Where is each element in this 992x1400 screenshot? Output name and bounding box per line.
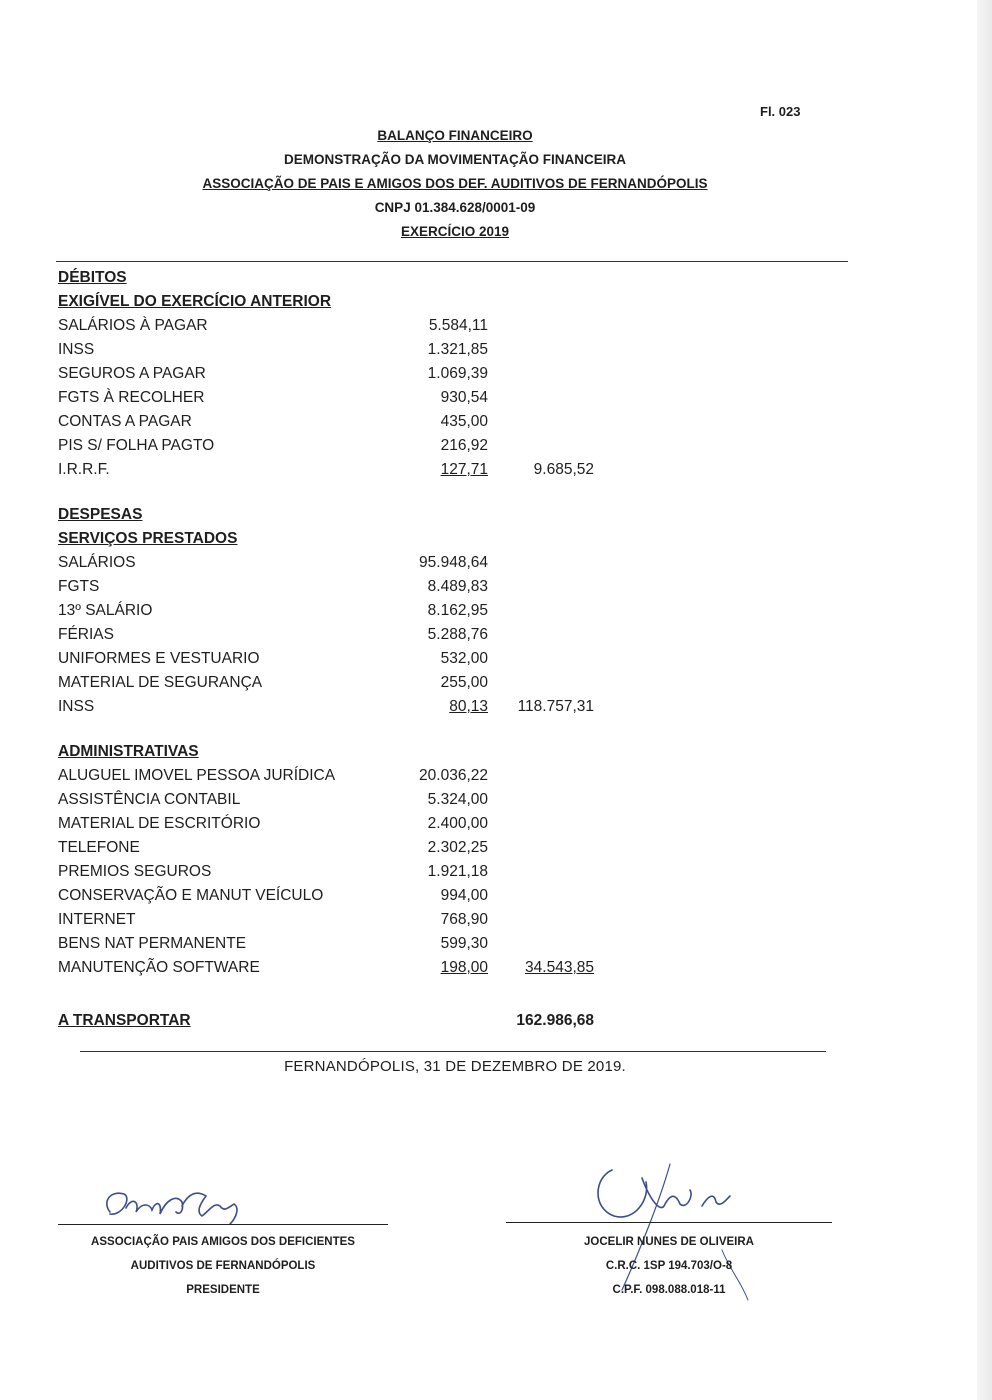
signatory-role: PRESIDENTE xyxy=(186,1284,260,1296)
table-row xyxy=(58,650,618,672)
section-heading xyxy=(58,506,618,528)
row-value: 5.584,11 xyxy=(428,317,488,334)
row-label: SALÁRIOS xyxy=(58,554,136,571)
table-row xyxy=(58,626,618,648)
row-label: CONTAS A PAGAR xyxy=(58,413,192,430)
table-row xyxy=(58,554,618,576)
row-label: ASSISTÊNCIA CONTABIL xyxy=(58,791,241,808)
president-signature xyxy=(96,1172,266,1232)
signature-line-left xyxy=(58,1224,388,1225)
row-value: 80,13 xyxy=(449,698,488,715)
row-label: ALUGUEL IMOVEL PESSOA JURÍDICA xyxy=(58,767,336,784)
cnpj: CNPJ 01.384.628/0001-09 xyxy=(374,200,536,215)
place-date: FERNANDÓPOLIS, 31 DE DEZEMBRO DE 2019. xyxy=(284,1058,626,1075)
row-value: 216,92 xyxy=(440,437,488,454)
row-label: FGTS À RECOLHER xyxy=(58,389,205,406)
transport-value: 162.986,68 xyxy=(516,1012,594,1029)
row-value: 8.489,83 xyxy=(427,578,488,595)
doc-title: BALANÇO FINANCEIRO xyxy=(377,128,533,143)
row-value: 1.069,39 xyxy=(427,365,488,382)
table-row xyxy=(58,341,618,363)
row-label: SEGUROS A PAGAR xyxy=(58,365,206,382)
table-row xyxy=(58,698,618,720)
row-label: 13º SALÁRIO xyxy=(58,602,153,619)
row-label: UNIFORMES E VESTUARIO xyxy=(58,650,260,667)
row-label: INSS xyxy=(58,698,95,715)
table-row xyxy=(58,863,618,885)
table-row xyxy=(58,437,618,459)
row-label: INTERNET xyxy=(58,911,136,928)
debitos-heading: DÉBITOS xyxy=(58,269,127,286)
row-label: PREMIOS SEGUROS xyxy=(58,863,212,880)
row-value: 994,00 xyxy=(440,887,488,904)
row-value: 1.921,18 xyxy=(427,863,488,880)
table-row xyxy=(58,911,618,933)
row-label: CONSERVAÇÃO E MANUT VEÍCULO xyxy=(58,887,324,904)
section-total: 34.543,85 xyxy=(525,959,594,976)
table-row xyxy=(58,887,618,909)
folio-number: Fl. 023 xyxy=(760,104,801,119)
table-row xyxy=(58,815,618,837)
row-value: 599,30 xyxy=(440,935,488,952)
row-value: 768,90 xyxy=(440,911,488,928)
signature-caption-left xyxy=(58,1230,388,1302)
row-value: 5.288,76 xyxy=(427,626,488,643)
row-label: BENS NAT PERMANENTE xyxy=(58,935,247,952)
section-subheading xyxy=(58,293,618,315)
administrativas-heading: ADMINISTRATIVAS xyxy=(58,743,199,760)
section-total: 9.685,52 xyxy=(533,461,594,478)
row-value: 95.948,64 xyxy=(419,554,488,571)
header-rule xyxy=(56,261,848,262)
table-row xyxy=(58,767,618,789)
row-label: TELEFONE xyxy=(58,839,140,856)
debitos-subheading: EXIGÍVEL DO EXERCÍCIO ANTERIOR xyxy=(58,293,332,310)
despesas-subheading: SERVIÇOS PRESTADOS xyxy=(58,530,238,547)
row-value: 20.036,22 xyxy=(419,767,488,784)
row-value: 8.162,95 xyxy=(427,602,488,619)
row-value: 930,54 xyxy=(440,389,488,406)
section-heading xyxy=(58,743,618,765)
row-value: 5.324,00 xyxy=(427,791,488,808)
row-label: MATERIAL DE SEGURANÇA xyxy=(58,674,263,691)
transport-row xyxy=(58,1012,618,1034)
row-label: I.R.R.F. xyxy=(58,461,110,478)
table-row xyxy=(58,839,618,861)
fiscal-year: EXERCÍCIO 2019 xyxy=(400,224,510,239)
entity-name: ASSOCIAÇÃO DE PAIS E AMIGOS DOS DEF. AUDITIVOS DE FERNANDÓPOLIS xyxy=(202,176,708,191)
table-row xyxy=(58,791,618,813)
row-value: 2.302,25 xyxy=(427,839,488,856)
transport-label: A TRANSPORTAR xyxy=(58,1012,191,1029)
table-row xyxy=(58,674,618,696)
section-subheading xyxy=(58,530,618,552)
table-row xyxy=(58,935,618,957)
row-label: FÉRIAS xyxy=(58,626,114,643)
signature-line-right xyxy=(506,1222,832,1223)
table-row xyxy=(58,317,618,339)
accountant-crc: C.R.C. 1SP 194.703/O-8 xyxy=(605,1260,733,1272)
row-value: 532,00 xyxy=(440,650,488,667)
section-heading xyxy=(58,269,618,291)
row-value: 2.400,00 xyxy=(427,815,488,832)
row-value: 435,00 xyxy=(440,413,488,430)
page-edge xyxy=(977,0,992,1400)
signatory-org-line2: AUDITIVOS DE FERNANDÓPOLIS xyxy=(130,1260,316,1272)
table-row xyxy=(58,602,618,624)
row-label: FGTS xyxy=(58,578,100,595)
signature-caption-right xyxy=(506,1230,832,1302)
row-label: MATERIAL DE ESCRITÓRIO xyxy=(58,815,261,832)
accountant-cpf: C.P.F. 098.088.018-11 xyxy=(612,1284,726,1296)
row-label: PIS S/ FOLHA PAGTO xyxy=(58,437,215,454)
table-row xyxy=(58,365,618,387)
row-value: 255,00 xyxy=(440,674,488,691)
footer-rule xyxy=(80,1051,826,1052)
row-label: SALÁRIOS À PAGAR xyxy=(58,317,208,334)
row-value: 127,71 xyxy=(440,461,488,478)
signatory-org-line1: ASSOCIAÇÃO PAIS AMIGOS DOS DEFICIENTES xyxy=(91,1236,355,1248)
table-row xyxy=(58,959,618,981)
table-row xyxy=(58,413,618,435)
doc-subtitle: DEMONSTRAÇÃO DA MOVIMENTAÇÃO FINANCEIRA xyxy=(284,152,626,167)
row-value: 1.321,85 xyxy=(427,341,488,358)
table-row xyxy=(58,578,618,600)
table-row xyxy=(58,389,618,411)
table-row xyxy=(58,461,618,483)
accountant-name: JOCELIR NUNES DE OLIVEIRA xyxy=(584,1236,754,1248)
section-total: 118.757,31 xyxy=(517,698,594,715)
row-label: MANUTENÇÃO SOFTWARE xyxy=(58,959,260,976)
row-label: INSS xyxy=(58,341,95,358)
row-value: 198,00 xyxy=(440,959,488,976)
despesas-heading: DESPESAS xyxy=(58,506,143,523)
